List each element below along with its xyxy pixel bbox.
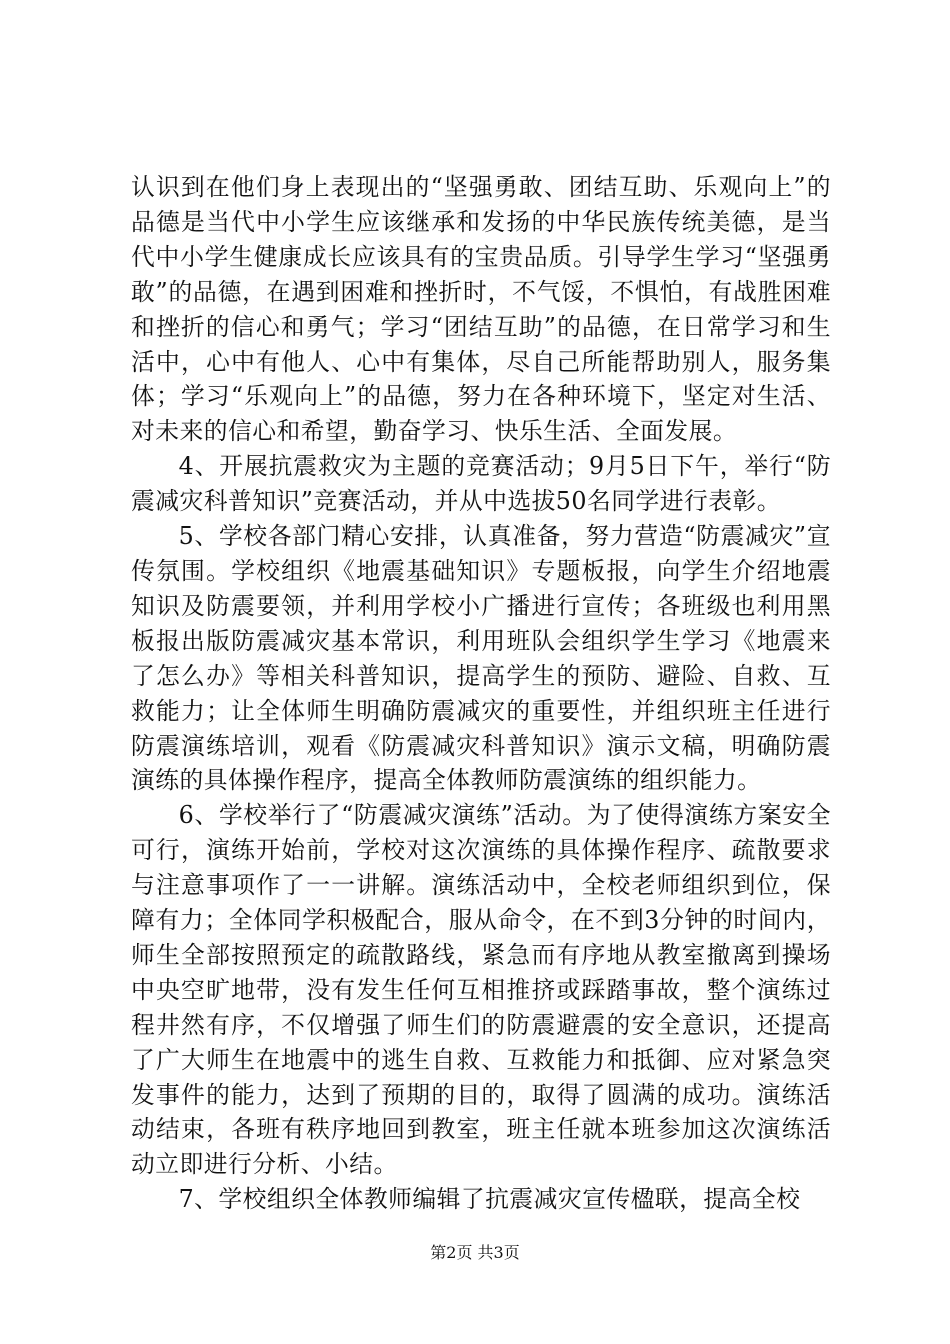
- document-body: [131, 170, 831, 1217]
- paragraph-item-7: 7、学校组织全体教师编辑了抗震减灾宣传楹联，提高全校: [178, 1185, 801, 1214]
- paragraph-continuation: 认识到在他们身上表现出的“坚强勇敢、团结互助、乐观向上”的品德是当代中小学生应该继承和发扬的中华民族传统美德，是当代中小学生健康成长应该具有的宝贵品质。引导学生学习“坚强勇敢”的品德，在遇到困难和挫折时，不气馁，不惧怕，有战胜困难和挫折的信心和勇气；学习“团结互助”的品德，在日常学习和生活中，心中有他人、心中有集体，尽自己所能帮助别人，服务集体；学习“乐观向上”的品德，努力在各种环境下，坚定对生活、对未来的信心和希望，勤奋学习、快乐生活、全面发展。: [131, 173, 831, 446]
- paragraph-item-6: 6、学校举行了“防震减灾演练”活动。为了使得演练方案安全可行，演练开始前，学校对这次演练的具体操作程序、疏散要求与注意事项作了一一讲解。演练活动中，全校老师组织到位，保障有力；全体同学积极配合，服从命令，在不到3分钟的时间内，师生全部按照预定的疏散路线，紧急而有序地从教室撤离到操场中央空旷地带，没有发生任何互相推挤或踩踏事故，整个演练过程井然有序，不仅增强了师生们的防震避震的安全意识，还提高了广大师生在地震中的逃生自救、互救能力和抵御、应对紧急突发事件的能力，达到了预期的目的，取得了圆满的成功。演练活动结束，各班有秩序地回到教室，班主任就本班参加这次演练活动立即进行分析、小结。: [131, 801, 831, 1179]
- paragraph-item-4: 4、开展抗震救灾为主题的竞赛活动；9月5日下午，举行“防震减灾科普知识”竞赛活动，并从中选拔50名同学进行表彰。: [131, 452, 831, 516]
- paragraph-item-5: 5、学校各部门精心安排，认真准备，努力营造“防震减灾”宣传氛围。学校组织《地震基础知识》专题板报，向学生介绍地震知识及防震要领，并利用学校小广播进行宣传；各班级也利用黑板报出版防震减灾基本常识，利用班队会组织学生学习《地震来了怎么办》等相关科普知识，提高学生的预防、避险、自救、互救能力；让全体师生明确防震减灾的重要性，并组织班主任进行防震演练培训，观看《防震减灾科普知识》演示文稿，明确防震演练的具体操作程序，提高全体教师防震演练的组织能力。: [131, 522, 831, 795]
- page-footer: 第2页 共3页: [430, 1243, 520, 1262]
